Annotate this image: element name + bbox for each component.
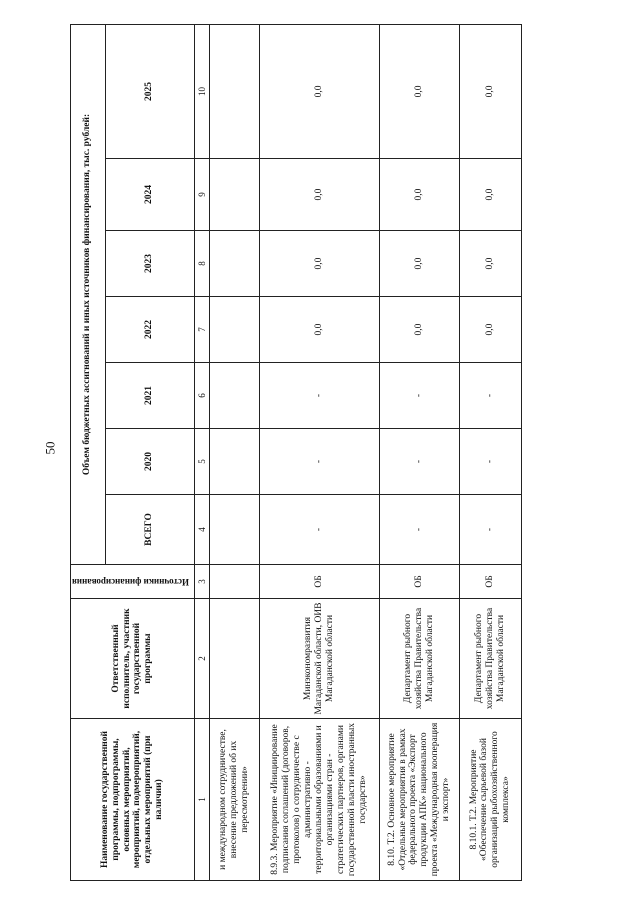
row-value: 0,0 bbox=[459, 297, 521, 363]
row-executor: Минэкономразвития Магаданской области, ОИВ Магаданской области bbox=[259, 599, 379, 719]
header-name-col: Наименование государственной программы, подпрограммы, основных мероприятий, мероприятий, подмероприятий, отдельных мероприятий (при наличии) bbox=[71, 719, 195, 881]
table-row bbox=[209, 24, 259, 880]
row-executor: Департамент рыбного хозяйства Правительства Магаданской области bbox=[459, 599, 521, 719]
header-year-total: ВСЕГО bbox=[105, 495, 194, 565]
column-number: 2 bbox=[194, 599, 209, 719]
row-name: и международном сотрудничестве, внесение предложений об их пересмотрении» bbox=[209, 719, 259, 881]
row-source bbox=[209, 565, 259, 599]
row-value bbox=[209, 429, 259, 495]
table-row bbox=[259, 24, 379, 880]
column-number: 9 bbox=[194, 159, 209, 231]
column-number: 6 bbox=[194, 363, 209, 429]
row-value: - bbox=[459, 429, 521, 495]
header-year-2024: 2024 bbox=[105, 159, 194, 231]
row-name: 8.10.1. Т.2. Мероприятие «Обеспечение сырьевой базой организаций рыбохозяйственного комплекса» bbox=[459, 719, 521, 881]
row-value bbox=[209, 159, 259, 231]
row-executor bbox=[209, 599, 259, 719]
financing-table-container bbox=[70, 25, 512, 881]
column-number: 1 bbox=[194, 719, 209, 881]
column-number: 8 bbox=[194, 231, 209, 297]
row-source: ОБ bbox=[259, 565, 379, 599]
row-value bbox=[209, 495, 259, 565]
row-value bbox=[209, 24, 259, 158]
header-year-2023: 2023 bbox=[105, 231, 194, 297]
row-executor: Департамент рыбного хозяйства Правительства Магаданской области bbox=[379, 599, 459, 719]
row-source: ОБ bbox=[379, 565, 459, 599]
row-value: 0,0 bbox=[459, 231, 521, 297]
column-number: 4 bbox=[194, 495, 209, 565]
column-number: 5 bbox=[194, 429, 209, 495]
header-year-2021: 2021 bbox=[105, 363, 194, 429]
header-source-col bbox=[71, 565, 195, 599]
row-value bbox=[209, 363, 259, 429]
row-value: 0,0 bbox=[379, 24, 459, 158]
header-year-2025: 2025 bbox=[105, 24, 194, 158]
row-value: - bbox=[459, 495, 521, 565]
table-row bbox=[379, 24, 459, 880]
header-budget-group: Объем бюджетных ассигнований и иных источников финансирования, тыс. рублей: bbox=[71, 24, 106, 564]
row-value: 0,0 bbox=[459, 24, 521, 158]
row-value: 0,0 bbox=[259, 297, 379, 363]
row-value: - bbox=[379, 429, 459, 495]
column-number: 10 bbox=[194, 24, 209, 158]
row-value: 0,0 bbox=[459, 159, 521, 231]
row-value: - bbox=[379, 495, 459, 565]
table-row bbox=[459, 24, 521, 880]
row-value: 0,0 bbox=[259, 231, 379, 297]
row-value: 0,0 bbox=[259, 159, 379, 231]
row-value: - bbox=[259, 363, 379, 429]
row-value: 0,0 bbox=[379, 297, 459, 363]
row-value: 0,0 bbox=[259, 24, 379, 158]
header-source-label: Источники финансирования bbox=[72, 576, 189, 587]
row-name: 8.9.3. Мероприятие «Инициирование подписания соглашений (договоров, протоколов) о сотрудничестве с административно - территориальными образованиями и организациями стран - стратегических партнеров, органами государственной власти иностранных государств» bbox=[259, 719, 379, 881]
row-value: - bbox=[379, 363, 459, 429]
column-number: 3 bbox=[194, 565, 209, 599]
column-number: 7 bbox=[194, 297, 209, 363]
row-value: - bbox=[259, 429, 379, 495]
row-value: 0,0 bbox=[379, 231, 459, 297]
row-source: ОБ bbox=[459, 565, 521, 599]
row-value: - bbox=[459, 363, 521, 429]
row-value: 0,0 bbox=[379, 159, 459, 231]
financing-table bbox=[70, 24, 522, 881]
row-value bbox=[209, 297, 259, 363]
header-year-2020: 2020 bbox=[105, 429, 194, 495]
row-value bbox=[209, 231, 259, 297]
header-year-2022: 2022 bbox=[105, 297, 194, 363]
page-number: 50 bbox=[42, 441, 58, 455]
row-value: - bbox=[259, 495, 379, 565]
row-name: 8.10. Т.2. Основное мероприятие «Отдельные мероприятия в рамках федерального проекта «Экспорт продукции АПК» национального проекта «Международная кооперация и экспорт» bbox=[379, 719, 459, 881]
header-executor-col: Ответственный исполнитель, участник государственной программы bbox=[71, 599, 195, 719]
